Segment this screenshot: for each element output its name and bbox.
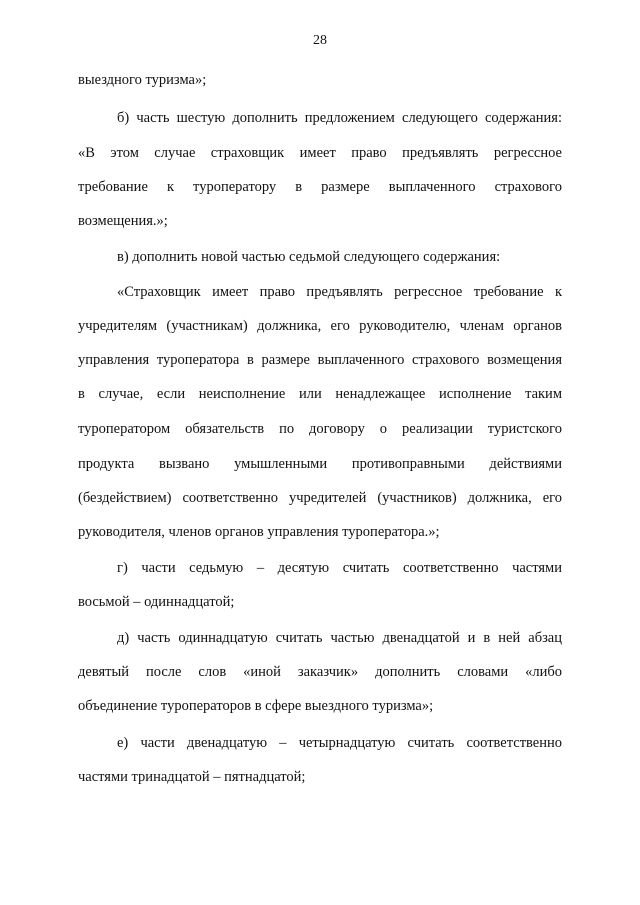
text-line: учредителям (участникам) должника, его руководителю, членам органов [78,318,562,334]
text-line: г) части седьмую – десятую считать соответственно частями [117,560,562,576]
text-line: в случае, если неисполнение или ненадлежащее исполнение таким [78,386,562,402]
text-line: б) часть шестую дополнить предложением следующего содержания: [117,110,562,126]
text-line: туроператором обязательств по договору о реализации туристского [78,421,562,437]
text-line: девятый после слов «иной заказчик» дополнить словами «либо [78,664,562,680]
text-line: е) части двенадцатую – четырнадцатую считать соответственно [117,735,562,751]
text-line: возмещения.»; [78,213,168,229]
text-line: (бездействием) соответственно учредителей (участников) должника, его [78,490,562,506]
text-line: управления туроператора в размере выплаченного страхового возмещения [78,352,562,368]
text-line: д) часть одиннадцатую считать частью двенадцатой и в ней абзац [117,630,562,646]
text-line: «В этом случае страховщик имеет право предъявлять регрессное [78,145,562,161]
text-line: выездного туризма»; [78,72,207,88]
text-line: руководителя, членов органов управления туроператора.»; [78,524,440,540]
text-line: частями тринадцатой – пятнадцатой; [78,769,306,785]
text-line: в) дополнить новой частью седьмой следующего содержания: [117,249,501,265]
text-line: объединение туроператоров в сфере выездного туризма»; [78,698,434,714]
text-line: требование к туроператору в размере выплаченного страхового [78,179,562,195]
text-line: восьмой – одиннадцатой; [78,594,235,610]
page-number: 28 [313,33,327,48]
text-line: «Страховщик имеет право предъявлять регрессное требование к [117,284,562,300]
text-line: продукта вызвано умышленными противоправными действиями [78,456,562,472]
